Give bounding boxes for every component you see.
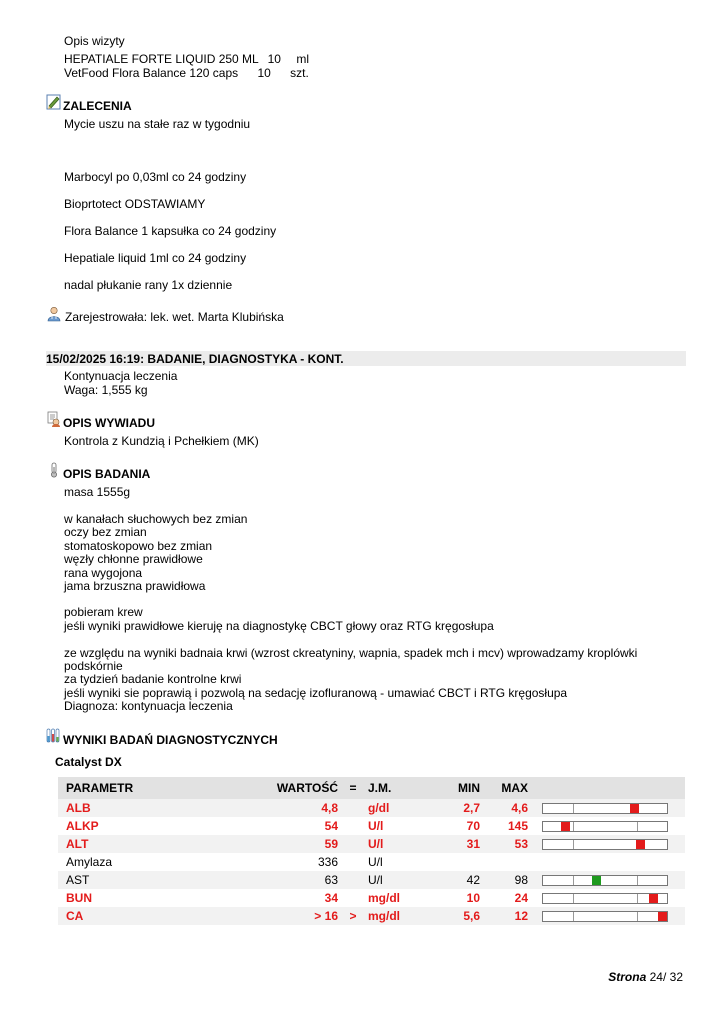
page-number: 24 xyxy=(649,970,663,984)
result-value: 54 xyxy=(248,817,340,835)
result-value: 4,8 xyxy=(248,799,340,817)
exam-line: rana wygojona xyxy=(64,566,143,580)
result-unit: g/dl xyxy=(366,799,424,817)
result-param: AST xyxy=(58,871,248,889)
result-min: 2,7 xyxy=(424,799,488,817)
result-max: 53 xyxy=(488,835,538,853)
result-comparator xyxy=(340,799,366,817)
result-max: 98 xyxy=(488,871,538,889)
exam-line: pobieram krew xyxy=(64,605,143,619)
visit-weight: Waga: 1,555 kg xyxy=(64,383,148,397)
result-value: 63 xyxy=(248,871,340,889)
result-min: 5,6 xyxy=(424,907,488,925)
range-max-tick xyxy=(637,876,638,885)
result-range-cell xyxy=(538,817,685,835)
range-marker xyxy=(649,894,658,903)
result-range-cell xyxy=(538,889,685,907)
result-param: ALKP xyxy=(58,817,248,835)
result-row xyxy=(58,799,685,817)
range-marker xyxy=(636,840,645,849)
result-min xyxy=(424,853,488,871)
invoice-item-name: HEPATIALE FORTE LIQUID 250 ML xyxy=(64,52,259,66)
pencil-icon xyxy=(46,94,62,110)
result-value: > 16 xyxy=(248,907,340,925)
recommendations-heading: ZALECENIA xyxy=(63,99,132,113)
result-param: BUN xyxy=(58,889,248,907)
exam-line: masa 1555g xyxy=(64,485,131,499)
registered-by: Zarejestrowała: lek. wet. Marta Klubińska xyxy=(65,310,284,324)
result-comparator xyxy=(340,871,366,889)
range-marker xyxy=(561,822,570,831)
result-unit: U/l xyxy=(366,871,424,889)
range-min-tick xyxy=(573,840,574,849)
result-min: 70 xyxy=(424,817,488,835)
exam-line: jama brzuszna prawidłowa xyxy=(64,579,206,593)
range-min-tick xyxy=(573,894,574,903)
visit-title: 15/02/2025 16:19: BADANIE, DIAGNOSTYKA - KONT. xyxy=(46,352,344,366)
range-bar xyxy=(542,911,668,922)
range-bar xyxy=(542,893,668,904)
result-max: 24 xyxy=(488,889,538,907)
invoice-item xyxy=(64,52,309,66)
result-value: 336 xyxy=(248,853,340,871)
results-body xyxy=(58,799,685,925)
page-footer xyxy=(608,970,683,984)
result-max: 4,6 xyxy=(488,799,538,817)
exam-line: jeśli wyniki sie poprawią i pozwolą na sedację izofluranową - umawiać CBCT i RTG kręgosłupa xyxy=(64,686,568,700)
result-comparator: > xyxy=(340,907,366,925)
result-comparator xyxy=(340,889,366,907)
result-comparator xyxy=(340,817,366,835)
exam-line: węzły chłonne prawidłowe xyxy=(64,552,203,566)
exam-line: stomatoskopowo bez zmian xyxy=(64,539,213,553)
result-unit: mg/dl xyxy=(366,907,424,925)
column-header-max: MAX xyxy=(488,777,538,799)
range-max-tick xyxy=(637,912,638,921)
result-range-cell xyxy=(538,799,685,817)
range-bar xyxy=(542,821,668,832)
column-header-param: PARAMETR xyxy=(58,777,248,799)
visit-description-heading: Opis wizyty xyxy=(64,34,125,48)
range-max-tick xyxy=(637,894,638,903)
column-header-min: MIN xyxy=(424,777,488,799)
range-min-tick xyxy=(573,822,574,831)
recommendation-line: Bioprtotect ODSTAWIAMY xyxy=(64,197,206,211)
range-marker xyxy=(592,876,601,885)
visit-line: Kontynuacja leczenia xyxy=(64,369,178,383)
result-row xyxy=(58,907,685,925)
column-header-unit: J.M. xyxy=(366,777,424,799)
result-value: 34 xyxy=(248,889,340,907)
range-min-tick xyxy=(573,876,574,885)
range-bar xyxy=(542,803,668,814)
invoice-item xyxy=(64,66,309,80)
invoice-item-unit: szt. xyxy=(290,66,309,80)
test-tubes-icon xyxy=(45,728,61,744)
results-header-row xyxy=(58,777,685,799)
result-range-cell xyxy=(538,835,685,853)
result-unit: U/l xyxy=(366,853,424,871)
exam-diagnosis: Diagnoza: kontynuacja leczenia xyxy=(64,699,233,713)
recommendation-line: Hepatiale liquid 1ml co 24 godziny xyxy=(64,251,247,265)
result-row xyxy=(58,889,685,907)
result-comparator xyxy=(340,835,366,853)
result-min: 42 xyxy=(424,871,488,889)
interview-text: Kontrola z Kundzią i Pchełkiem (MK) xyxy=(64,434,259,448)
range-bar xyxy=(542,839,668,850)
result-row xyxy=(58,817,685,835)
column-header-range xyxy=(538,777,685,799)
exam-line: podskórnie xyxy=(64,659,123,673)
result-param: Amylaza xyxy=(58,853,248,871)
result-param: ALT xyxy=(58,835,248,853)
interview-icon xyxy=(46,411,62,427)
thermometer-icon xyxy=(46,462,62,478)
range-bar xyxy=(542,875,668,886)
result-unit: mg/dl xyxy=(366,889,424,907)
invoice-item-qty: 10 xyxy=(257,66,271,80)
result-param: ALB xyxy=(58,799,248,817)
range-max-tick xyxy=(637,822,638,831)
result-row xyxy=(58,853,685,871)
exam-line: oczy bez zmian xyxy=(64,525,147,539)
invoice-item-name: VetFood Flora Balance 120 caps xyxy=(64,66,239,80)
result-row xyxy=(58,871,685,889)
exam-line: jeśli wyniki prawidłowe kieruję na diagnostykę CBCT głowy oraz RTG kręgosłupa xyxy=(64,619,494,633)
result-min: 31 xyxy=(424,835,488,853)
doctor-icon xyxy=(46,306,62,322)
range-min-tick xyxy=(573,912,574,921)
column-header-cmp: = xyxy=(340,777,366,799)
result-max xyxy=(488,853,538,871)
result-range-cell xyxy=(538,871,685,889)
analyzer-name: Catalyst DX xyxy=(55,755,122,769)
page-label: Strona xyxy=(608,970,647,984)
recommendation-line: nadal płukanie rany 1x dziennie xyxy=(64,278,233,292)
result-max: 12 xyxy=(488,907,538,925)
result-range-cell xyxy=(538,907,685,925)
result-unit: U/l xyxy=(366,835,424,853)
exam-line: w kanałach słuchowych bez zmian xyxy=(64,512,248,526)
recommendation-line: Flora Balance 1 kapsułka co 24 godziny xyxy=(64,224,277,238)
range-marker xyxy=(630,804,639,813)
recommendation-line: Marbocyl po 0,03ml co 24 godziny xyxy=(64,170,247,184)
results-table xyxy=(58,777,685,925)
result-range-cell xyxy=(538,853,685,871)
invoice-item-qty: 10 xyxy=(267,52,281,66)
range-min-tick xyxy=(573,804,574,813)
column-header-value: WARTOŚĆ xyxy=(248,777,340,799)
result-comparator xyxy=(340,853,366,871)
interview-heading: OPIS WYWIADU xyxy=(63,416,155,430)
recommendation-line: Mycie uszu na stałe raz w tygodniu xyxy=(64,117,251,131)
invoice-item-unit: ml xyxy=(296,52,309,66)
result-row xyxy=(58,835,685,853)
results-heading: WYNIKI BADAŃ DIAGNOSTYCZNYCH xyxy=(63,733,278,747)
exam-line: za tydzień badanie kontrolne krwi xyxy=(64,672,242,686)
result-value: 59 xyxy=(248,835,340,853)
range-marker xyxy=(658,912,667,921)
result-unit: U/l xyxy=(366,817,424,835)
page-total: / 32 xyxy=(662,970,683,984)
exam-heading: OPIS BADANIA xyxy=(63,467,151,481)
result-param: CA xyxy=(58,907,248,925)
result-min: 10 xyxy=(424,889,488,907)
exam-line: ze względu na wyniki badnaia krwi (wzrost ckreatyniny, wapnia, spadek mch i mcv) wprowadzamy kroplówki xyxy=(64,646,638,660)
result-max: 145 xyxy=(488,817,538,835)
